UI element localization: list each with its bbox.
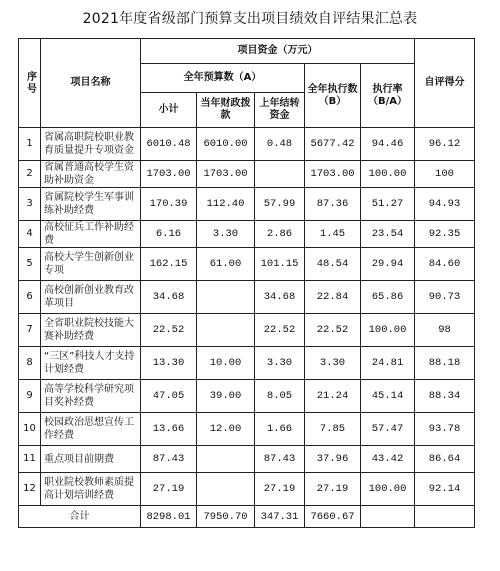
row-score: 96.12: [415, 128, 475, 161]
row-score: 88.34: [415, 380, 475, 413]
row-carryover: 2.86: [255, 221, 305, 248]
row-rate: 43.42: [361, 446, 415, 473]
row-subtotal: 170.39: [141, 188, 197, 221]
row-exec: 5677.42: [305, 128, 361, 161]
row-name: 重点项目前期费: [41, 446, 141, 473]
row-exec: 21.24: [305, 380, 361, 413]
row-carryover: 1.66: [255, 413, 305, 446]
total-row: [19, 506, 475, 528]
header-subtotal: 小计: [141, 93, 197, 128]
row-subtotal: 13.30: [141, 347, 197, 380]
row-current-year: [197, 281, 255, 314]
row-seq: 7: [19, 314, 41, 347]
row-score: 92.14: [415, 473, 475, 506]
row-name: 高校创新创业教育改革项目: [41, 281, 141, 314]
summary-table: [18, 38, 475, 528]
row-carryover: [255, 161, 305, 188]
row-current-year: [197, 473, 255, 506]
row-current-year: 10.00: [197, 347, 255, 380]
row-exec: 3.30: [305, 347, 361, 380]
total-exec: 7660.67: [305, 506, 361, 528]
table-row: [19, 248, 475, 281]
row-exec: 87.36: [305, 188, 361, 221]
table-row: [19, 446, 475, 473]
row-carryover: 101.15: [255, 248, 305, 281]
row-rate: 100.00: [361, 161, 415, 188]
row-seq: 3: [19, 188, 41, 221]
row-score: 94.93: [415, 188, 475, 221]
page-title: 2021年度省级部门预算支出项目绩效自评结果汇总表: [82, 11, 418, 27]
row-current-year: [197, 314, 255, 347]
row-current-year: 1703.00: [197, 161, 255, 188]
row-score: 92.35: [415, 221, 475, 248]
row-exec: 48.54: [305, 248, 361, 281]
table-row: [19, 413, 475, 446]
row-seq: 1: [19, 128, 41, 161]
row-seq: 12: [19, 473, 41, 506]
row-current-year: 61.00: [197, 248, 255, 281]
row-score: 88.18: [415, 347, 475, 380]
total-score: [415, 506, 475, 528]
row-score: 84.60: [415, 248, 475, 281]
row-rate: 94.46: [361, 128, 415, 161]
row-name: 高校征兵工作补助经费: [41, 221, 141, 248]
row-name: 省属普通高校学生资助补助资金: [41, 161, 141, 188]
table-row: [19, 221, 475, 248]
row-exec: 7.85: [305, 413, 361, 446]
row-current-year: 39.00: [197, 380, 255, 413]
header-annual-budget: 全年预算数（A）: [141, 64, 305, 93]
row-carryover: 87.43: [255, 446, 305, 473]
row-exec: 22.52: [305, 314, 361, 347]
row-seq: 6: [19, 281, 41, 314]
row-rate: 24.81: [361, 347, 415, 380]
table-row: [19, 314, 475, 347]
header-seq: 序号: [19, 39, 41, 128]
row-subtotal: 13.66: [141, 413, 197, 446]
table-row: [19, 380, 475, 413]
row-subtotal: 6010.48: [141, 128, 197, 161]
total-carry: 347.31: [255, 506, 305, 528]
row-seq: 2: [19, 161, 41, 188]
total-current: 7950.70: [197, 506, 255, 528]
total-label: 合计: [19, 506, 141, 528]
row-subtotal: 87.43: [141, 446, 197, 473]
row-seq: 4: [19, 221, 41, 248]
row-rate: 23.54: [361, 221, 415, 248]
header-exec-rate: 执行率（B/A）: [361, 64, 415, 128]
row-score: 98: [415, 314, 475, 347]
row-seq: 11: [19, 446, 41, 473]
row-subtotal: 162.15: [141, 248, 197, 281]
table-row: [19, 128, 475, 161]
header-self-score: 自评得分: [415, 39, 475, 128]
row-name: 高校大学生创新创业专项: [41, 248, 141, 281]
row-exec: 27.19: [305, 473, 361, 506]
row-seq: 9: [19, 380, 41, 413]
row-carryover: 0.48: [255, 128, 305, 161]
row-carryover: 34.68: [255, 281, 305, 314]
row-subtotal: 47.05: [141, 380, 197, 413]
row-subtotal: 6.16: [141, 221, 197, 248]
table-row: [19, 473, 475, 506]
row-current-year: [197, 446, 255, 473]
row-subtotal: 34.68: [141, 281, 197, 314]
row-score: 86.64: [415, 446, 475, 473]
row-current-year: 6010.00: [197, 128, 255, 161]
table-row: [19, 281, 475, 314]
total-subtotal: 8298.01: [141, 506, 197, 528]
row-subtotal: 1703.00: [141, 161, 197, 188]
row-name: 全省职业院校技能大赛补助经费: [41, 314, 141, 347]
row-seq: 8: [19, 347, 41, 380]
row-carryover: 8.05: [255, 380, 305, 413]
row-current-year: 12.00: [197, 413, 255, 446]
row-rate: 100.00: [361, 473, 415, 506]
table-row: [19, 188, 475, 221]
row-exec: 1.45: [305, 221, 361, 248]
row-carryover: 27.19: [255, 473, 305, 506]
row-rate: 57.47: [361, 413, 415, 446]
header-current-year: 当年财政拨款: [197, 93, 255, 128]
row-current-year: 112.40: [197, 188, 255, 221]
row-name: 高等学校科学研究项目奖补经费: [41, 380, 141, 413]
row-seq: 10: [19, 413, 41, 446]
row-exec: 1703.00: [305, 161, 361, 188]
row-subtotal: 27.19: [141, 473, 197, 506]
total-rate: [361, 506, 415, 528]
table-row: [19, 161, 475, 188]
row-rate: 45.14: [361, 380, 415, 413]
row-score: 90.73: [415, 281, 475, 314]
row-carryover: 22.52: [255, 314, 305, 347]
row-name: 校园政治思想宣传工作经费: [41, 413, 141, 446]
row-subtotal: 22.52: [141, 314, 197, 347]
row-rate: 29.94: [361, 248, 415, 281]
row-score: 100: [415, 161, 475, 188]
row-rate: 51.27: [361, 188, 415, 221]
row-name: 省属高职院校职业教育质量提升专项资金: [41, 128, 141, 161]
row-seq: 5: [19, 248, 41, 281]
row-exec: 37.96: [305, 446, 361, 473]
row-carryover: 57.99: [255, 188, 305, 221]
row-exec: 22.84: [305, 281, 361, 314]
table-row: [19, 347, 475, 380]
header-name: 项目名称: [41, 39, 141, 128]
header-annual-exec: 全年执行数（B）: [305, 64, 361, 128]
row-name: 省属院校学生军事训练补助经费: [41, 188, 141, 221]
row-rate: 65.86: [361, 281, 415, 314]
row-current-year: 3.30: [197, 221, 255, 248]
row-name: 职业院校教师素质提高计划培训经费: [41, 473, 141, 506]
row-carryover: 3.30: [255, 347, 305, 380]
header-carryover: 上年结转资金: [255, 93, 305, 128]
row-score: 93.78: [415, 413, 475, 446]
row-rate: 100.00: [361, 314, 415, 347]
row-name: “三区”科技人才支持计划经费: [41, 347, 141, 380]
header-funds-group: 项目资金（万元）: [141, 39, 415, 64]
